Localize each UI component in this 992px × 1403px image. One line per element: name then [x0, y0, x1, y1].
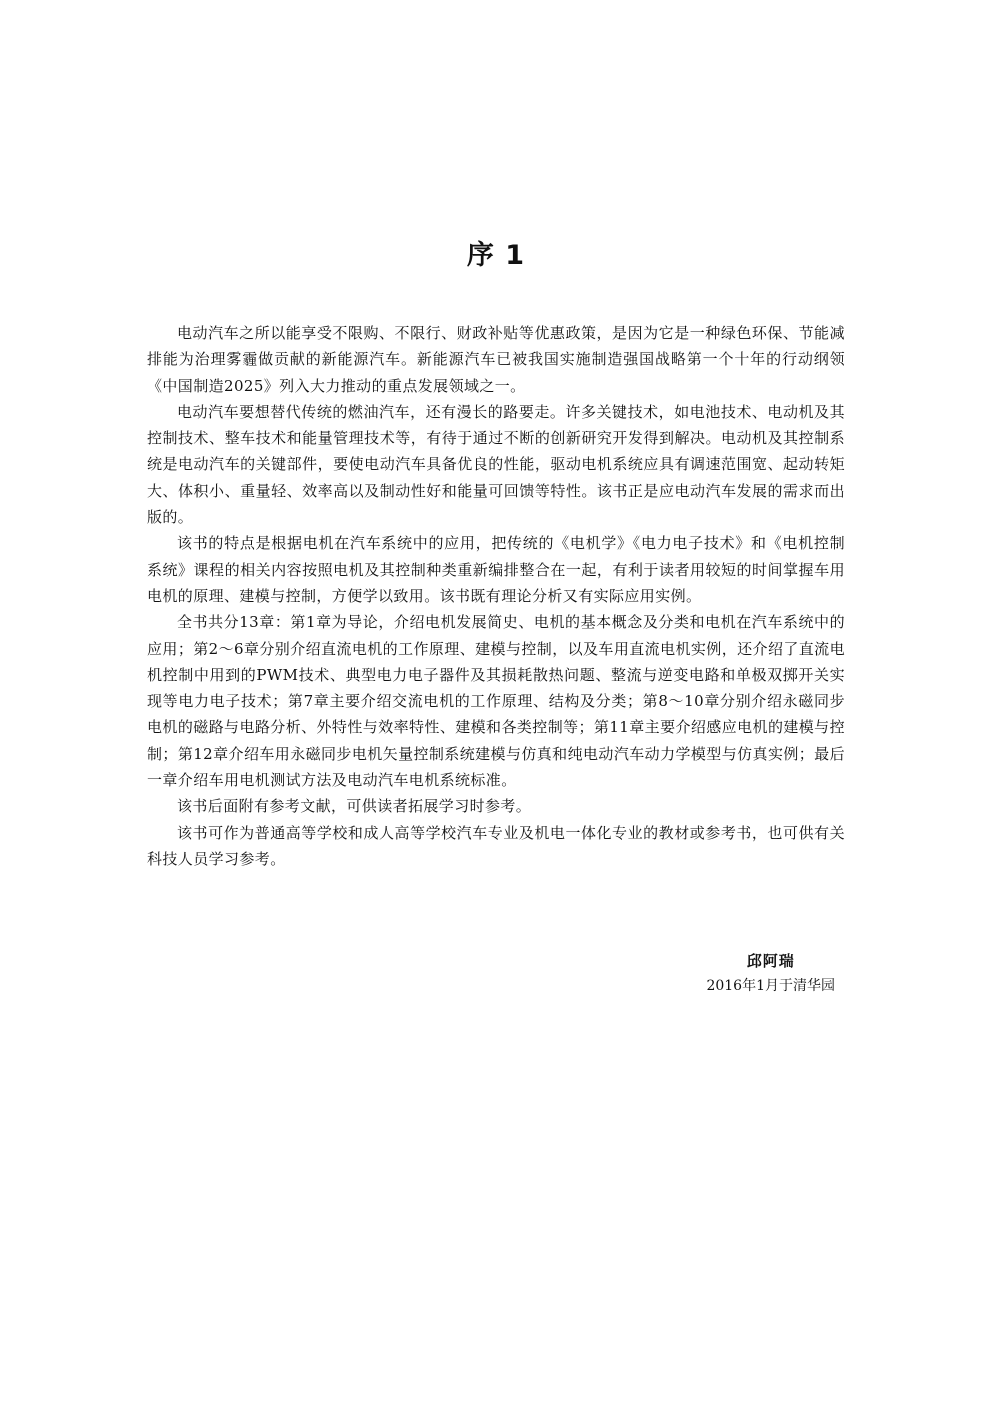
signature-date: 2016年1月于清华园 — [706, 978, 835, 994]
paragraph: 电动汽车之所以能享受不限购、不限行、财政补贴等优惠政策，是因为它是一种绿色环保、节能减排能为治理雾霾做贡献的新能源汽车。新能源汽车已被我国实施制造强国战略第一个十年的行动纲领《中国制造2025》列入大力推动的重点发展领域之一。 — [147, 324, 845, 395]
signature-block — [706, 948, 835, 998]
preface-body — [147, 320, 845, 872]
page-title: 序 1 — [466, 240, 526, 271]
paragraph: 该书可作为普通高等学校和成人高等学校汽车专业及机电一体化专业的教材或参考书，也可供有关科技人员学习参考。 — [147, 823, 845, 868]
paragraph: 该书的特点是根据电机在汽车系统中的应用，把传统的《电机学》《电力电子技术》和《电机控制系统》课程的相关内容按照电机及其控制种类重新编排整合在一起，有利于读者用较短的时间掌握车用电机的原理、建模与控制，方便学以致用。该书既有理论分析又有实际应用实例。 — [147, 534, 845, 605]
paragraph: 电动汽车要想替代传统的燃油汽车，还有漫长的路要走。许多关键技术，如电池技术、电动机及其控制技术、整车技术和能量管理技术等，有待于通过不断的创新研究开发得到解决。电动机及其控制系统是电动汽车的关键部件，要使电动汽车具备优良的性能，驱动电机系统应具有调速范围宽、起动转矩大、体积小、重量轻、效率高以及制动性好和能量可回馈等特性。该书正是应电动汽车发展的需求而出版的。 — [147, 402, 845, 527]
paragraph: 全书共分13章：第1章为导论，介绍电机发展简史、电机的基本概念及分类和电机在汽车系统中的应用；第2～6章分别介绍直流电机的工作原理、建模与控制，以及车用直流电机实例，还介绍了直流电机控制中用到的PWM技术、典型电力电子器件及其损耗散热问题、整流与逆变电路和单极双掷开关实现等电力电子技术；第7章主要介绍交流电机的工作原理、结构及分类；第8～10章分别介绍永磁同步电机的磁路与电路分析、外特性与效率特性、建模和各类控制等；第11章主要介绍感应电机的建模与控制；第12章介绍车用永磁同步电机矢量控制系统建模与仿真和纯电动汽车动力学模型与仿真实例；最后一章介绍车用电机测试方法及电动汽车电机系统标准。 — [147, 613, 845, 790]
author-name: 邱阿瑞 — [746, 952, 795, 970]
paragraph: 该书后面附有参考文献，可供读者拓展学习时参考。 — [177, 797, 532, 816]
